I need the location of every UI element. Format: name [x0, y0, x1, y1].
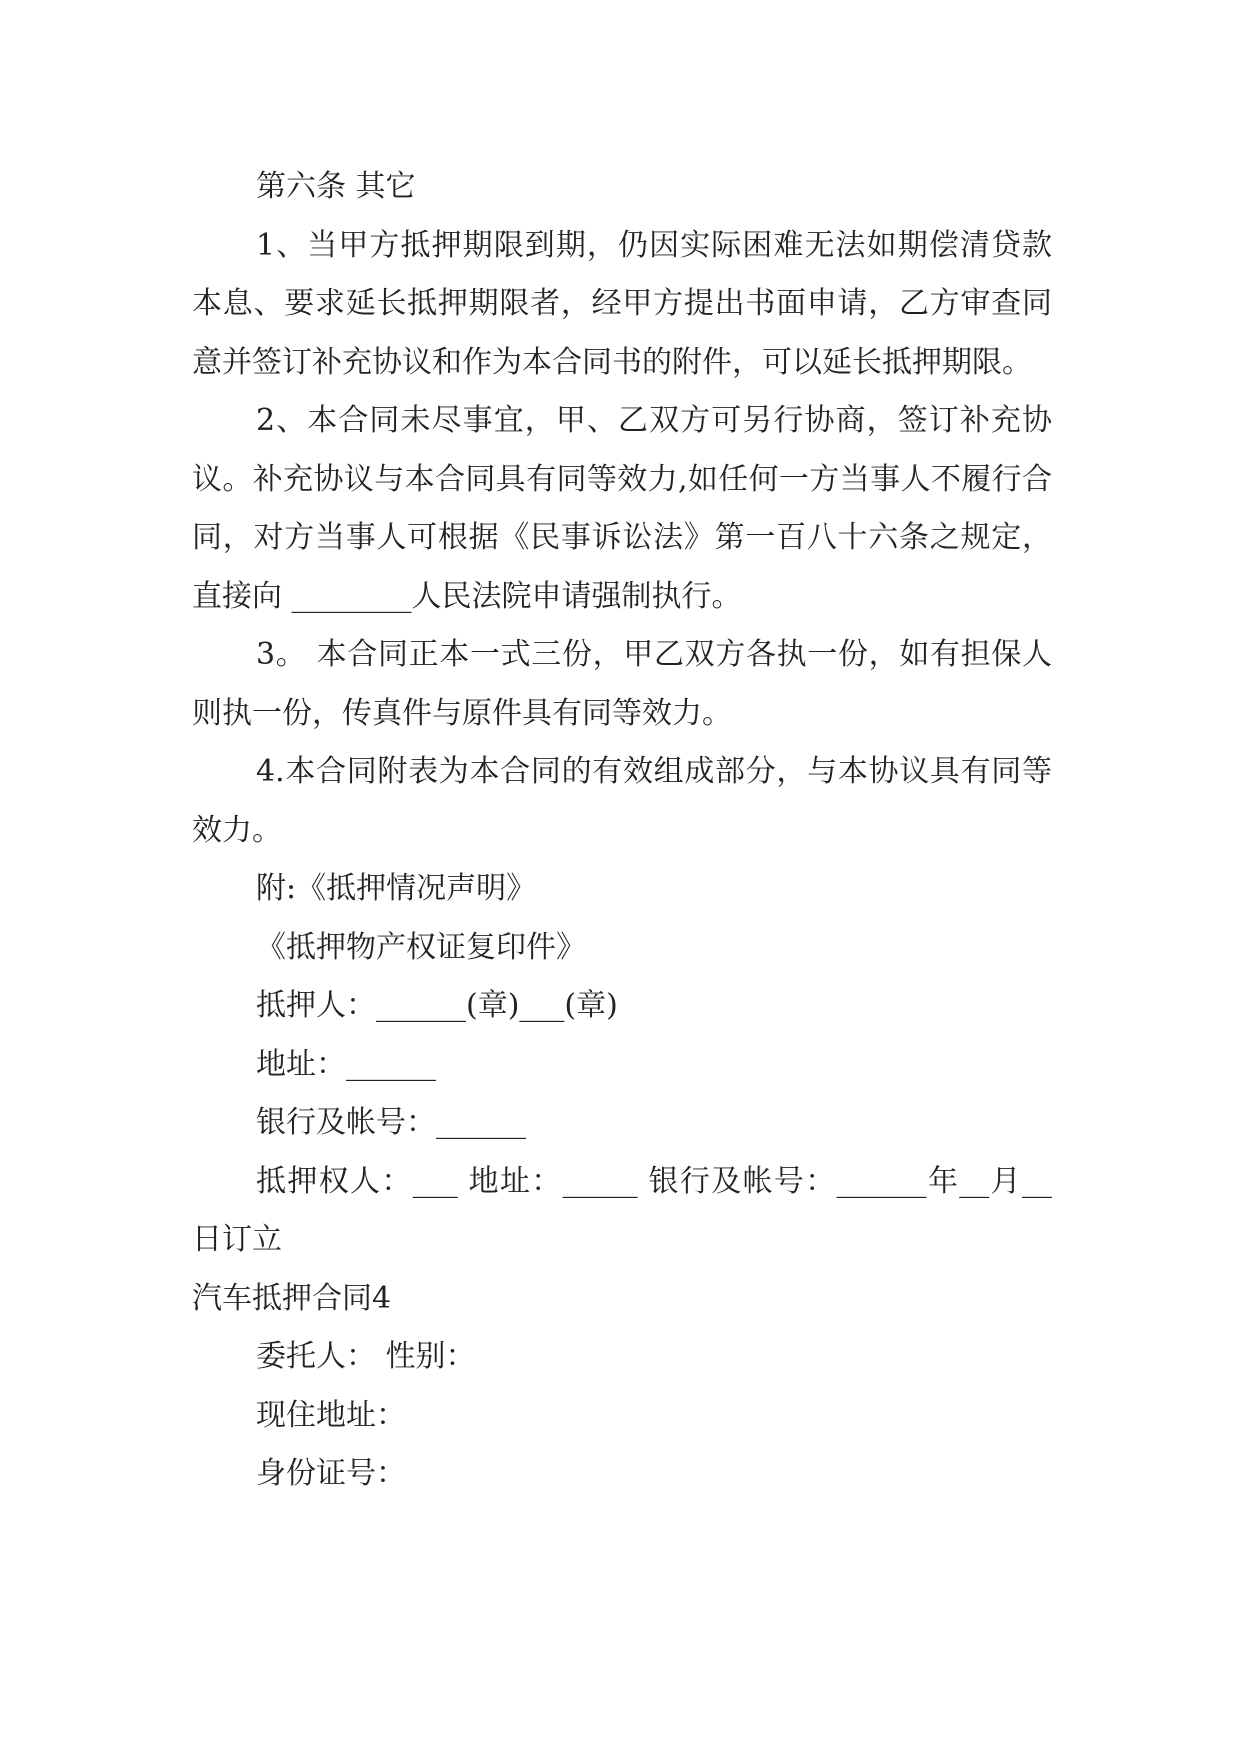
attachment-line-1: 附:《抵押情况声明》 — [256, 871, 537, 906]
bank-account-line: 银行及帐号：______ — [256, 1105, 526, 1140]
clause-3: 3。 本合同正本一式三份，甲乙双方各执一份，如有担保人则执一份，传真件与原件具有同等效力。 — [192, 637, 1052, 731]
current-address-line: 现住地址： — [256, 1397, 406, 1433]
mortgagee-line: 抵押权人：___ 地址：_____ 银行及帐号：______年__月__日订立 — [192, 1163, 1052, 1257]
clause-2: 2、本合同未尽事宜，甲、乙双方可另行协商，签订补充协议。补充协议与本合同具有同等效力,如任何一方当事人不履行合同，对方当事人可根据《民事诉讼法》第一百八十六条之规定，直接向 ________人民法院申请强制执行。 — [192, 403, 1052, 614]
clause-4: 4.本合同附表为本合同的有效组成部分，与本协议具有同等效力。 — [192, 754, 1052, 848]
id-number-line: 身份证号： — [256, 1456, 406, 1491]
attachment-line-2: 《抵押物产权证复印件》 — [256, 929, 586, 965]
mortgagor-line: 抵押人：______(章)___(章) — [256, 988, 618, 1023]
clause-1: 1、当甲方抵押期限到期，仍因实际困难无法如期偿清贷款本息、要求延长抵押期限者，经甲方提出书面申请，乙方审查同意并签订补充协议和作为本合同书的附件，可以延长抵押期限。 — [192, 227, 1052, 380]
principal-line: 委托人： 性别： — [256, 1339, 476, 1374]
contract-title: 汽车抵押合同4 — [192, 1280, 392, 1316]
document-body — [192, 158, 1052, 1504]
address-line: 地址：______ — [256, 1046, 436, 1082]
section-heading: 第六条 其它 — [256, 169, 416, 204]
